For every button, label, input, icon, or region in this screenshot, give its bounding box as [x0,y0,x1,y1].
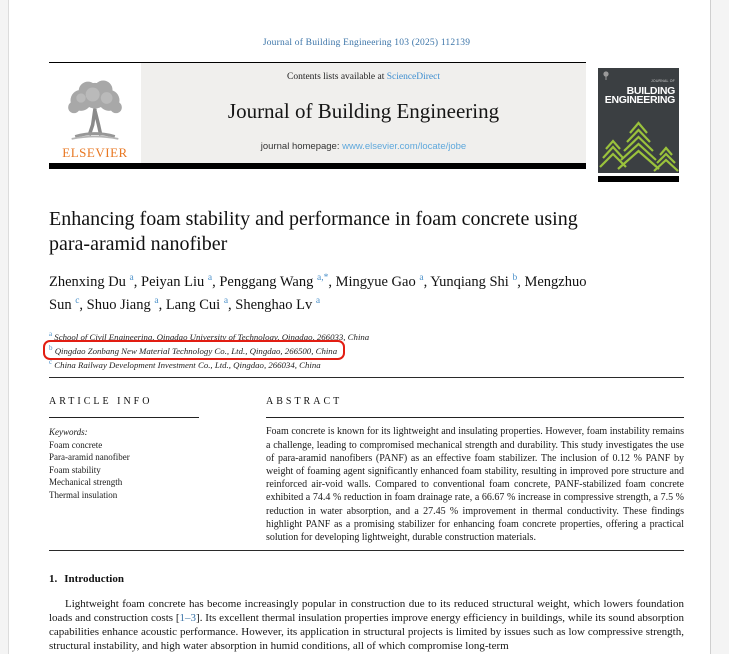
author-name: Zhenxing Du $^a$ [49,273,134,290]
author-affiliation-superscript: c [75,295,80,306]
affiliation-line [49,343,684,357]
section-divider-bottom [49,550,684,551]
abstract-heading: ABSTRACT [266,396,343,408]
journal-cover-thumbnail[interactable] [598,68,679,173]
author-name: Mengzhuo Sun $^c$ [49,273,587,313]
paper-page [8,0,711,654]
sciencedirect-link[interactable]: ScienceDirect [386,72,440,82]
journal-banner [49,62,586,163]
author-name: Shuo Jiang $^a$ [86,295,159,313]
author-affiliation-superscript: a [154,295,159,306]
introduction-title: Introduction [64,573,124,586]
author-list: Zhenxing Du $^a$, Peiyan Liu $^a$, Penggang Wang $^{a,*}$, Mingyue Gao $^a$, Yunqiang Shi $^b$, Mengzhuo Sun $^c$, Shuo Jiang $^a$, Lang Cui $^a$, Shenghao Lv $^a$ [49,273,587,313]
author-name: Lang Cui $^a$ [165,295,229,313]
affiliation-text: $^a$ School of Civil Engineering, Qingdao University of Technology, Qingdao, 266033, China [49,329,370,342]
cover-title [602,75,675,106]
keywords-label: Keywords: [49,427,88,438]
cover-mini-tree-icon [602,71,610,81]
abstract-column [266,378,684,544]
author-name: Peiyan Liu $^a$ [141,273,213,290]
author-affiliation-superscript: a,* [316,273,329,283]
article-info-heading: ARTICLE INFO [49,396,153,408]
cover-title-line1: BUILDING [626,84,675,97]
cover-kicker: JOURNAL OF [650,79,675,83]
banner-gray-panel [141,63,586,163]
author-affiliation-superscript: a [315,295,321,306]
info-abstract-columns [49,378,684,544]
author-name: Shenghao Lv $^a$ [235,295,321,313]
cover-title-line2: ENGINEERING [604,94,675,106]
author-name: Mingyue Gao $^a$ [335,273,424,290]
journal-homepage-line [261,141,466,152]
article-title: Enhancing foam stability and performance in foam concrete using para-aramid nanofiber [49,208,578,255]
highlight-annotation-box: $^b$ Qingdao Zonbang New Material Technology Co., Ltd., Qingdao, 266500, China [43,340,345,360]
author-name: Yunqiang Shi $^b$ [430,273,518,290]
author-affiliation-superscript: a [223,295,229,306]
homepage-prefix: journal homepage: [260,141,343,152]
page-content [49,0,684,653]
keyword-item: Thermal insulation [49,489,118,500]
intro-text-before: Lightweight foam concrete has become increasingly popular in construction due to its reduced structural weight, which lowers foundation loads and construction costs [ [49,598,684,625]
affiliation-superscript: c [49,358,53,367]
keyword-item: Para-aramid nanofiber [49,452,130,463]
citation-link[interactable]: 1–3 [179,612,197,625]
elsevier-wordmark: ELSEVIER [62,145,128,160]
author-name: Penggang Wang $^{a,*}$ [219,273,329,290]
author-affiliation-superscript: a [419,273,424,283]
affiliation-superscript: b [49,343,53,352]
article-info-column [49,378,226,544]
journal-reference-line: Journal of Building Engineering 103 (2025) 112139 [262,38,471,48]
keyword-item: Foam concrete [49,439,103,450]
journal-title: Journal of Building Engineering [227,99,500,123]
banner-divider-bar [49,163,586,169]
cover-divider-bar [598,176,679,182]
affiliation-list [49,328,684,372]
keyword-item: Foam stability [49,464,101,475]
contents-list-prefix: Contents lists available at [286,72,387,82]
introduction-paragraph [49,598,684,653]
homepage-link[interactable]: www.elsevier.com/locate/jobe [342,141,467,152]
keyword-item: Mechanical strength [49,477,123,488]
author-affiliation-superscript: a [129,273,134,283]
journal-banner-area [49,62,684,169]
intro-text-after: ]. Its excellent thermal insulation properties improve energy efficiency in buildings, while its sound absorption capabilities enhance acoustic performance. However, its application in structural projects is limited by issues such as low compressive strength, structural instability, and high water absorption in humid conditions, all of which compromise long-term [49,612,684,652]
affiliation-text: $^c$ China Railway Development Investment Co., Ltd., Qingdao, 266034, China [49,358,321,371]
introduction-number: 1. [49,573,58,586]
affiliation-superscript: a [49,329,53,338]
keyword-list [49,439,226,502]
elsevier-tree-icon [60,80,130,144]
introduction-heading [49,573,684,585]
pine-trees-icon [598,115,679,173]
author-affiliation-superscript: b [512,273,518,283]
elsevier-logo [49,63,141,163]
contents-list-line [287,72,440,82]
author-affiliation-superscript: a [207,273,213,283]
abstract-text: Foam concrete is known for its lightweight and insulating properties. However, foam instability remains a challenge, leading to compromised mechanical strength and durability. This study investigates the use of para-aramid nanofibers (PANF) as an effective foam stabilizer. The inclusion of 0.12 % PANF by weight of foaming agent significantly enhanced foam stability, resulting in improved pore structure and reinforced air-void walls. Compared to conventional foam concrete, PANF-stabilized foam concrete exhibited a 74.4 % reduction in foam drainage rate, a 66.67 % increase in compressive strength, a 7.5 % reduction in water absorption, and a 27.45 % improvement in thermal conductivity. These findings highlight PANF as a promising stabilizer for enhancing foam concrete properties, offering a practical solution for developing lightweight, durable construction materials. [266,426,684,544]
